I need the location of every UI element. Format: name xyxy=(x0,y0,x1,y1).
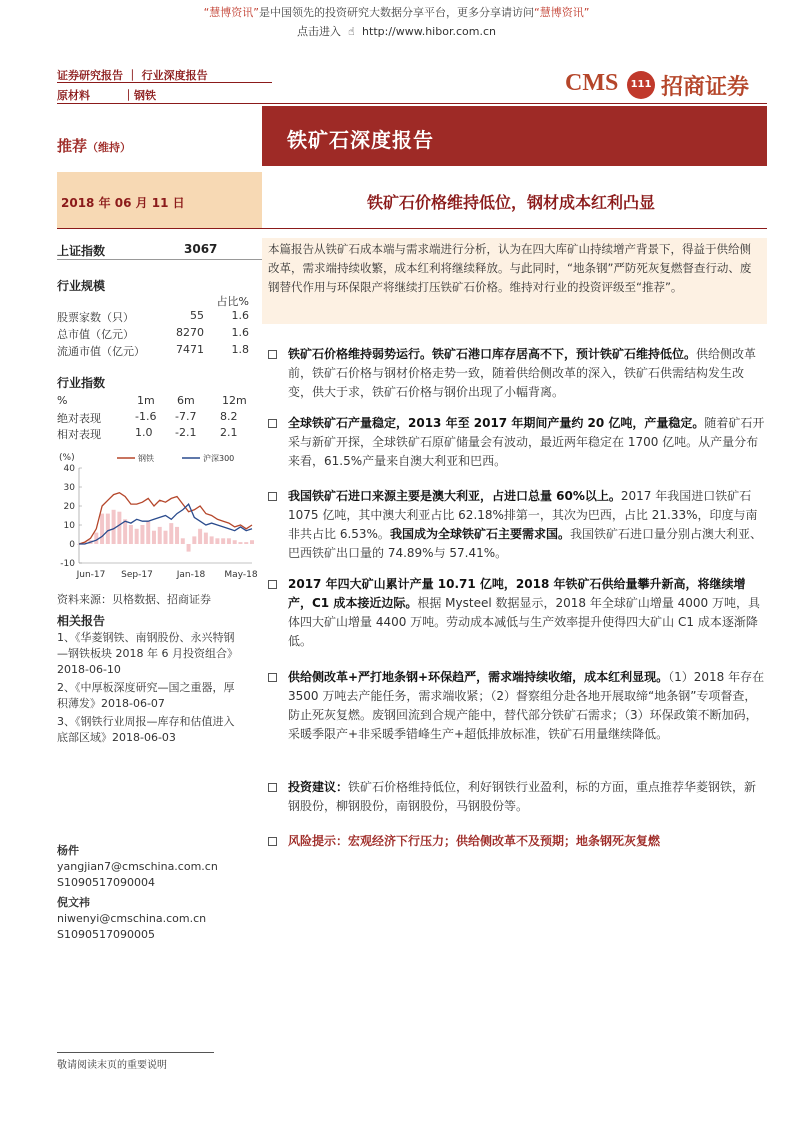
index-value: 3067 xyxy=(184,242,218,256)
perf-value: -7.7 xyxy=(175,410,197,423)
related-list xyxy=(57,630,262,748)
promo-link-line[interactable] xyxy=(0,23,793,39)
author-email[interactable]: yangjian7@cmschina.com.cn xyxy=(57,860,218,873)
bullet-text: 随着矿石开采与新矿开探，全球铁矿石原矿储量会有波动，最近两年稳定在 1700 亿吨。从产量分布来看，61.5%产量来自澳大利亚和巴西。 xyxy=(288,416,765,468)
related-line: 底部区域》2018-06-03 xyxy=(57,731,176,744)
related-report-link[interactable] xyxy=(57,630,262,678)
author-block xyxy=(57,843,262,891)
banner-text: 是中国领先的投资研究大数据分享平台，更多分享请访问 xyxy=(259,6,534,19)
bullet-square-icon xyxy=(268,673,277,682)
title-bar xyxy=(262,106,767,166)
bullet-text-2: 我国铁矿石进口量分别占澳大利亚、巴西铁矿出口量的 74.89%与 57.41%。 xyxy=(288,527,762,560)
perf-row xyxy=(57,410,252,426)
subtitle-bar xyxy=(262,172,767,228)
scale-col-header: 占比% xyxy=(216,295,249,308)
relative-bar xyxy=(129,525,133,544)
abstract: 本篇报告从铁矿石成本端与需求端进行分析，认为在四大库矿山持续增产背景下，得益于供给侧改革，需求端持续收繁，成本红利将继续释放。与此同时，“地条钢”严防死灰复燃督查行动、废钢替代作用与环保限产将继续打压铁矿石价格。维持对行业的投资评级至“推荐”。 xyxy=(262,238,767,324)
date-bar xyxy=(57,172,262,228)
x-tick-label: Jun-17 xyxy=(76,570,106,580)
relative-bar xyxy=(169,523,173,544)
scale-row-pct: 1.6 xyxy=(231,309,249,322)
perf-col-header: 1m xyxy=(137,394,155,407)
logo-cms-text: CMS xyxy=(565,70,619,96)
relative-bar xyxy=(204,533,208,544)
legend-label: 沪深300 xyxy=(203,454,235,463)
scale-row-pct: 1.6 xyxy=(231,326,249,339)
relative-bar xyxy=(244,542,248,544)
relative-bar xyxy=(187,544,191,552)
perf-col-header: 6m xyxy=(177,394,195,407)
header-divider xyxy=(57,82,272,83)
relative-bar xyxy=(117,512,121,544)
y-tick-label: 30 xyxy=(63,483,75,493)
scale-row-pct: 1.8 xyxy=(231,343,249,356)
bullet-text: 铁矿石价格维持低位，利好钢铁行业盈利，标的方面，重点推荐华菱钢铁，新钢股份，柳钢股份，南钢股份，马钢股份等。 xyxy=(288,780,757,813)
relative-bar xyxy=(123,519,127,544)
sidebar-divider xyxy=(57,259,262,260)
bullet-bold: 投资建议： xyxy=(288,780,349,794)
report-subtitle: 铁矿石价格维持低位，钢材成本红利凸显 xyxy=(367,193,656,212)
logo-name-text: 招商证券 xyxy=(661,74,750,100)
perf-value: -2.1 xyxy=(175,426,197,439)
perf-row-name: 绝对表现 xyxy=(57,412,101,425)
perf-value: 8.2 xyxy=(220,410,238,423)
relative-bar xyxy=(192,536,196,544)
bullet-text: 供给侧改革前，铁矿石价格与钢材价格走势一致，随着供给侧改革的深入，铁矿石供需结构发生改变，供大于求，铁矿石价格与钢价出现了小幅背离。 xyxy=(288,347,757,399)
related-report-link[interactable] xyxy=(57,680,262,712)
relative-bar xyxy=(106,514,110,544)
bullet-square-icon xyxy=(268,492,277,501)
cursor-icon: ☝ xyxy=(348,25,355,38)
bullet-text: 根据 Mysteel 数据显示，2018 年全球矿山增量 4000 万吨，具体四大矿山增量 4400 万吨。劳动成本减低与生产效率提升使得四大矿山 C1 成本逐渐降低。 xyxy=(288,596,761,648)
author-name: 倪文祎 xyxy=(57,896,90,909)
perf-value: 2.1 xyxy=(220,426,238,439)
bullet-square-icon xyxy=(268,350,277,359)
chart-source: 资料来源：贝格数据、招商证券 xyxy=(57,593,211,606)
relative-bar xyxy=(215,538,219,544)
bullet-bold-2: 我国成为全球铁矿石主要需求国。 xyxy=(389,527,570,541)
bullet-bold: 供给侧改革+严打地条钢+环保趋严，需求端持续收缩，成本红利显现。 xyxy=(288,670,669,684)
x-tick-label: May-18 xyxy=(224,570,258,580)
page-title: 铁矿石深度报告 xyxy=(287,128,434,152)
risk-text: 风险提示：宏观经济下行压力；供给侧改革不及预期；地条钢死灰复燃 xyxy=(288,834,661,848)
scale-row xyxy=(57,343,252,360)
perf-row xyxy=(57,426,252,442)
sector-label: 原材料 ｜钢铁 xyxy=(57,89,156,102)
scale-row-name: 流通市值（亿元） xyxy=(57,345,145,358)
y-tick-label: 10 xyxy=(63,521,75,531)
author-license: S1090517090005 xyxy=(57,928,155,941)
bullet-bold: 铁矿石价格维持弱势运行。铁矿石港口库存居高不下，预计铁矿石维持低位。 xyxy=(288,347,697,361)
relative-bar xyxy=(233,540,237,544)
relative-bar xyxy=(112,510,116,544)
perf-row-name: 相对表现 xyxy=(57,428,101,441)
perf-value: 1.0 xyxy=(135,426,153,439)
scale-table xyxy=(57,293,252,360)
index-chart xyxy=(57,448,262,588)
author-email[interactable]: niwenyi@cmschina.com.cn xyxy=(57,912,207,925)
related-line: 3、《钢铁行业周报—库存和估值进入 xyxy=(57,715,235,728)
relative-bar xyxy=(146,521,150,544)
scale-row-value: 7471 xyxy=(176,343,204,356)
perf-value: -1.6 xyxy=(135,410,157,423)
report-type: 证券研究报告 ｜ 行业深度报告 xyxy=(57,69,208,82)
relative-bar xyxy=(152,531,156,544)
footer-note: 敬请阅读末页的重要说明 xyxy=(57,1052,214,1071)
chart-ylabel: (%) xyxy=(59,453,75,463)
perf-heading: 行业指数 xyxy=(57,376,106,390)
related-line: 积薄发》2018-06-07 xyxy=(57,697,165,710)
x-tick-label: Jan-18 xyxy=(176,570,206,580)
relative-bar xyxy=(238,542,242,544)
authors xyxy=(57,843,262,947)
perf-col-header: % xyxy=(57,394,68,407)
bullet-bold: 全球铁矿石产量稳定，2013 年至 2017 年期间产量约 20 亿吨，产量稳定。 xyxy=(288,416,705,430)
bullet-square-icon xyxy=(268,783,277,792)
cms-logo xyxy=(565,68,765,102)
relative-bar xyxy=(140,525,144,544)
y-tick-label: 20 xyxy=(63,502,75,512)
relative-bar xyxy=(164,531,168,544)
rating-sub: （维持） xyxy=(87,141,132,154)
bullet-bold: 2017 年四大矿山累计产量 10.71 亿吨，2018 年铁矿石供给量攀升新高，将继续增产，C1 成本接近边际。 xyxy=(288,577,746,610)
header-rule xyxy=(57,103,767,104)
relative-bar xyxy=(250,540,254,544)
related-line: —钢铁板块 2018 年 6 月投资组合》 xyxy=(57,647,238,660)
scale-row-value: 8270 xyxy=(176,326,204,339)
rating xyxy=(57,135,131,156)
relative-bar xyxy=(135,529,139,544)
author-name: 杨件 xyxy=(57,844,79,857)
bullet-text: 2017 年我国进口铁矿石 1075 亿吨，其中澳大利亚占比 62.18%排第一，其次为巴西，占比 21.33%，印度与南非共占比 6.53%。 xyxy=(288,489,758,541)
related-line: 2、《中厚板深度研究—国之重器，厚 xyxy=(57,681,235,694)
scale-row xyxy=(57,326,252,343)
scale-row-name: 总市值（亿元） xyxy=(57,328,134,341)
promo-banner xyxy=(0,4,793,20)
logo-badge-icon: 111 xyxy=(627,71,655,99)
bullet-bold: 我国铁矿石进口来源主要是澳大利亚，占进口总量 60%以上。 xyxy=(288,489,621,503)
y-tick-label: 0 xyxy=(69,540,75,550)
banner-brand: “慧博资讯” xyxy=(203,6,259,19)
relative-bar xyxy=(227,538,231,544)
report-date: 2018 年 06 月 11 日 xyxy=(61,196,185,210)
related-heading: 相关报告 xyxy=(57,614,106,628)
scale-row xyxy=(57,309,252,326)
relative-bar xyxy=(221,538,225,544)
scale-row-name: 股票家数（只） xyxy=(57,311,134,324)
index-chart-svg xyxy=(57,448,262,588)
relative-bar xyxy=(175,527,179,544)
related-line: 1、《华菱钢铁、南钢股份、永兴特钢 xyxy=(57,631,235,644)
rating-label: 推荐 xyxy=(57,137,88,155)
y-tick-label: -10 xyxy=(60,559,75,569)
perf-col-header: 12m xyxy=(222,394,247,407)
author-license: S1090517090004 xyxy=(57,876,155,889)
related-report-link[interactable] xyxy=(57,714,262,746)
subtitle-rule xyxy=(57,228,767,229)
relative-bar xyxy=(158,527,162,544)
relative-bar xyxy=(210,536,214,544)
index-label: 上证指数 xyxy=(57,244,106,258)
banner-brand-2: “慧博资讯” xyxy=(534,6,590,19)
relative-bar xyxy=(198,529,202,544)
related-line: 2018-06-10 xyxy=(57,663,121,676)
author-block xyxy=(57,895,262,943)
bullet-text: （1）2018 年存在 3500 万吨去产能任务，需求端收紧；（2）督察组分赴各地开展取缔“地条钢”专项督查，防止死灰复燃。废钢回流到合规产能中，替代部分铁矿石需求；（3）环保政策不断加码，采暖季限产+非采暖季错峰生产+超低排放标准，铁矿石用量继续降低。 xyxy=(288,670,765,741)
relative-bar xyxy=(100,514,104,544)
scale-heading: 行业规模 xyxy=(57,279,106,293)
relative-bar xyxy=(94,533,98,544)
banner-url-link[interactable]: http://www.hibor.com.cn xyxy=(362,25,496,38)
scale-row-value: 55 xyxy=(190,309,204,322)
legend-label: 钢铁 xyxy=(138,454,154,463)
relative-bar xyxy=(181,538,185,544)
y-tick-label: 40 xyxy=(63,464,75,474)
x-tick-label: Sep-17 xyxy=(121,570,153,580)
bullet-square-icon xyxy=(268,837,277,846)
bullet-square-icon xyxy=(268,580,277,589)
perf-header-row xyxy=(57,394,252,410)
banner-click-label: 点击进入 xyxy=(297,25,342,38)
perf-table xyxy=(57,394,252,442)
bullet-square-icon xyxy=(268,419,277,428)
